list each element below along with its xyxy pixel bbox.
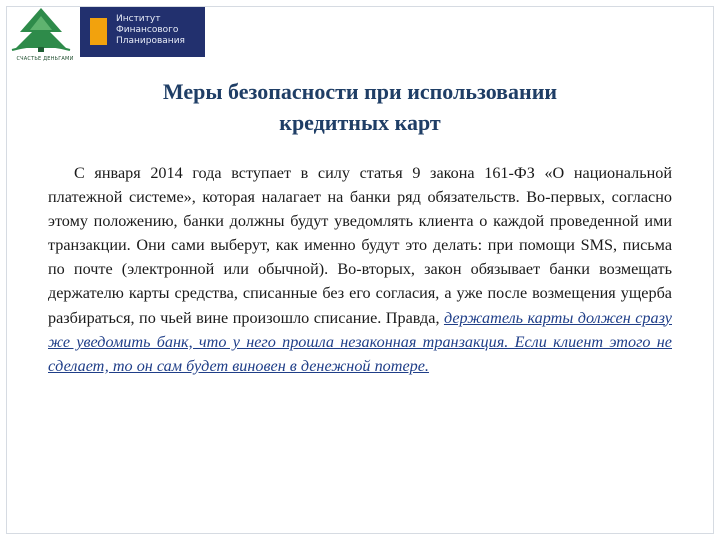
body-emphasis-text: держатель карты должен сразу же уведомить банк, что у него прошла незаконная транзакция. Если клиент этого не сделает, то он сам будет виновен в денежной потере. bbox=[48, 308, 672, 375]
institute-mark-icon bbox=[90, 18, 107, 45]
logo-caption: СЧАСТЬЕ ДЕНЬГАМИ bbox=[16, 56, 74, 62]
slide-title bbox=[60, 76, 660, 138]
tree-logo bbox=[8, 6, 74, 62]
slide-title-line2: кредитных карт bbox=[279, 110, 441, 135]
institute-name-line: Планирования bbox=[116, 36, 185, 46]
institute-name bbox=[116, 14, 202, 47]
body-main-text: С января 2014 года вступает в силу статья 9 закона 161-ФЗ «О национальной платежной системе», которая налагает на банки ряд обязательств. Во-первых, согласно этому положению, банки должны будут уведомлять клиента о каждой проведенной ими транзакции. Они сами выберут, как именно будут это делать: при помощи SMS, письма по почте (электронной или обычной). Во-вторых, закон обязывает банки возмещать держателю карты средства, списанные без его согласия, а уже после возмещения ущерба разбираться, по чьей вине произошло списание. Правда, bbox=[48, 164, 672, 327]
tree-logo-icon bbox=[8, 6, 74, 56]
institute-name-line: Финансового bbox=[116, 25, 179, 35]
institute-logo bbox=[80, 7, 205, 57]
body-paragraph bbox=[48, 161, 672, 378]
slide-title-line1: Меры безопасности при использовании bbox=[162, 79, 558, 104]
institute-name-line: Институт bbox=[116, 14, 161, 24]
